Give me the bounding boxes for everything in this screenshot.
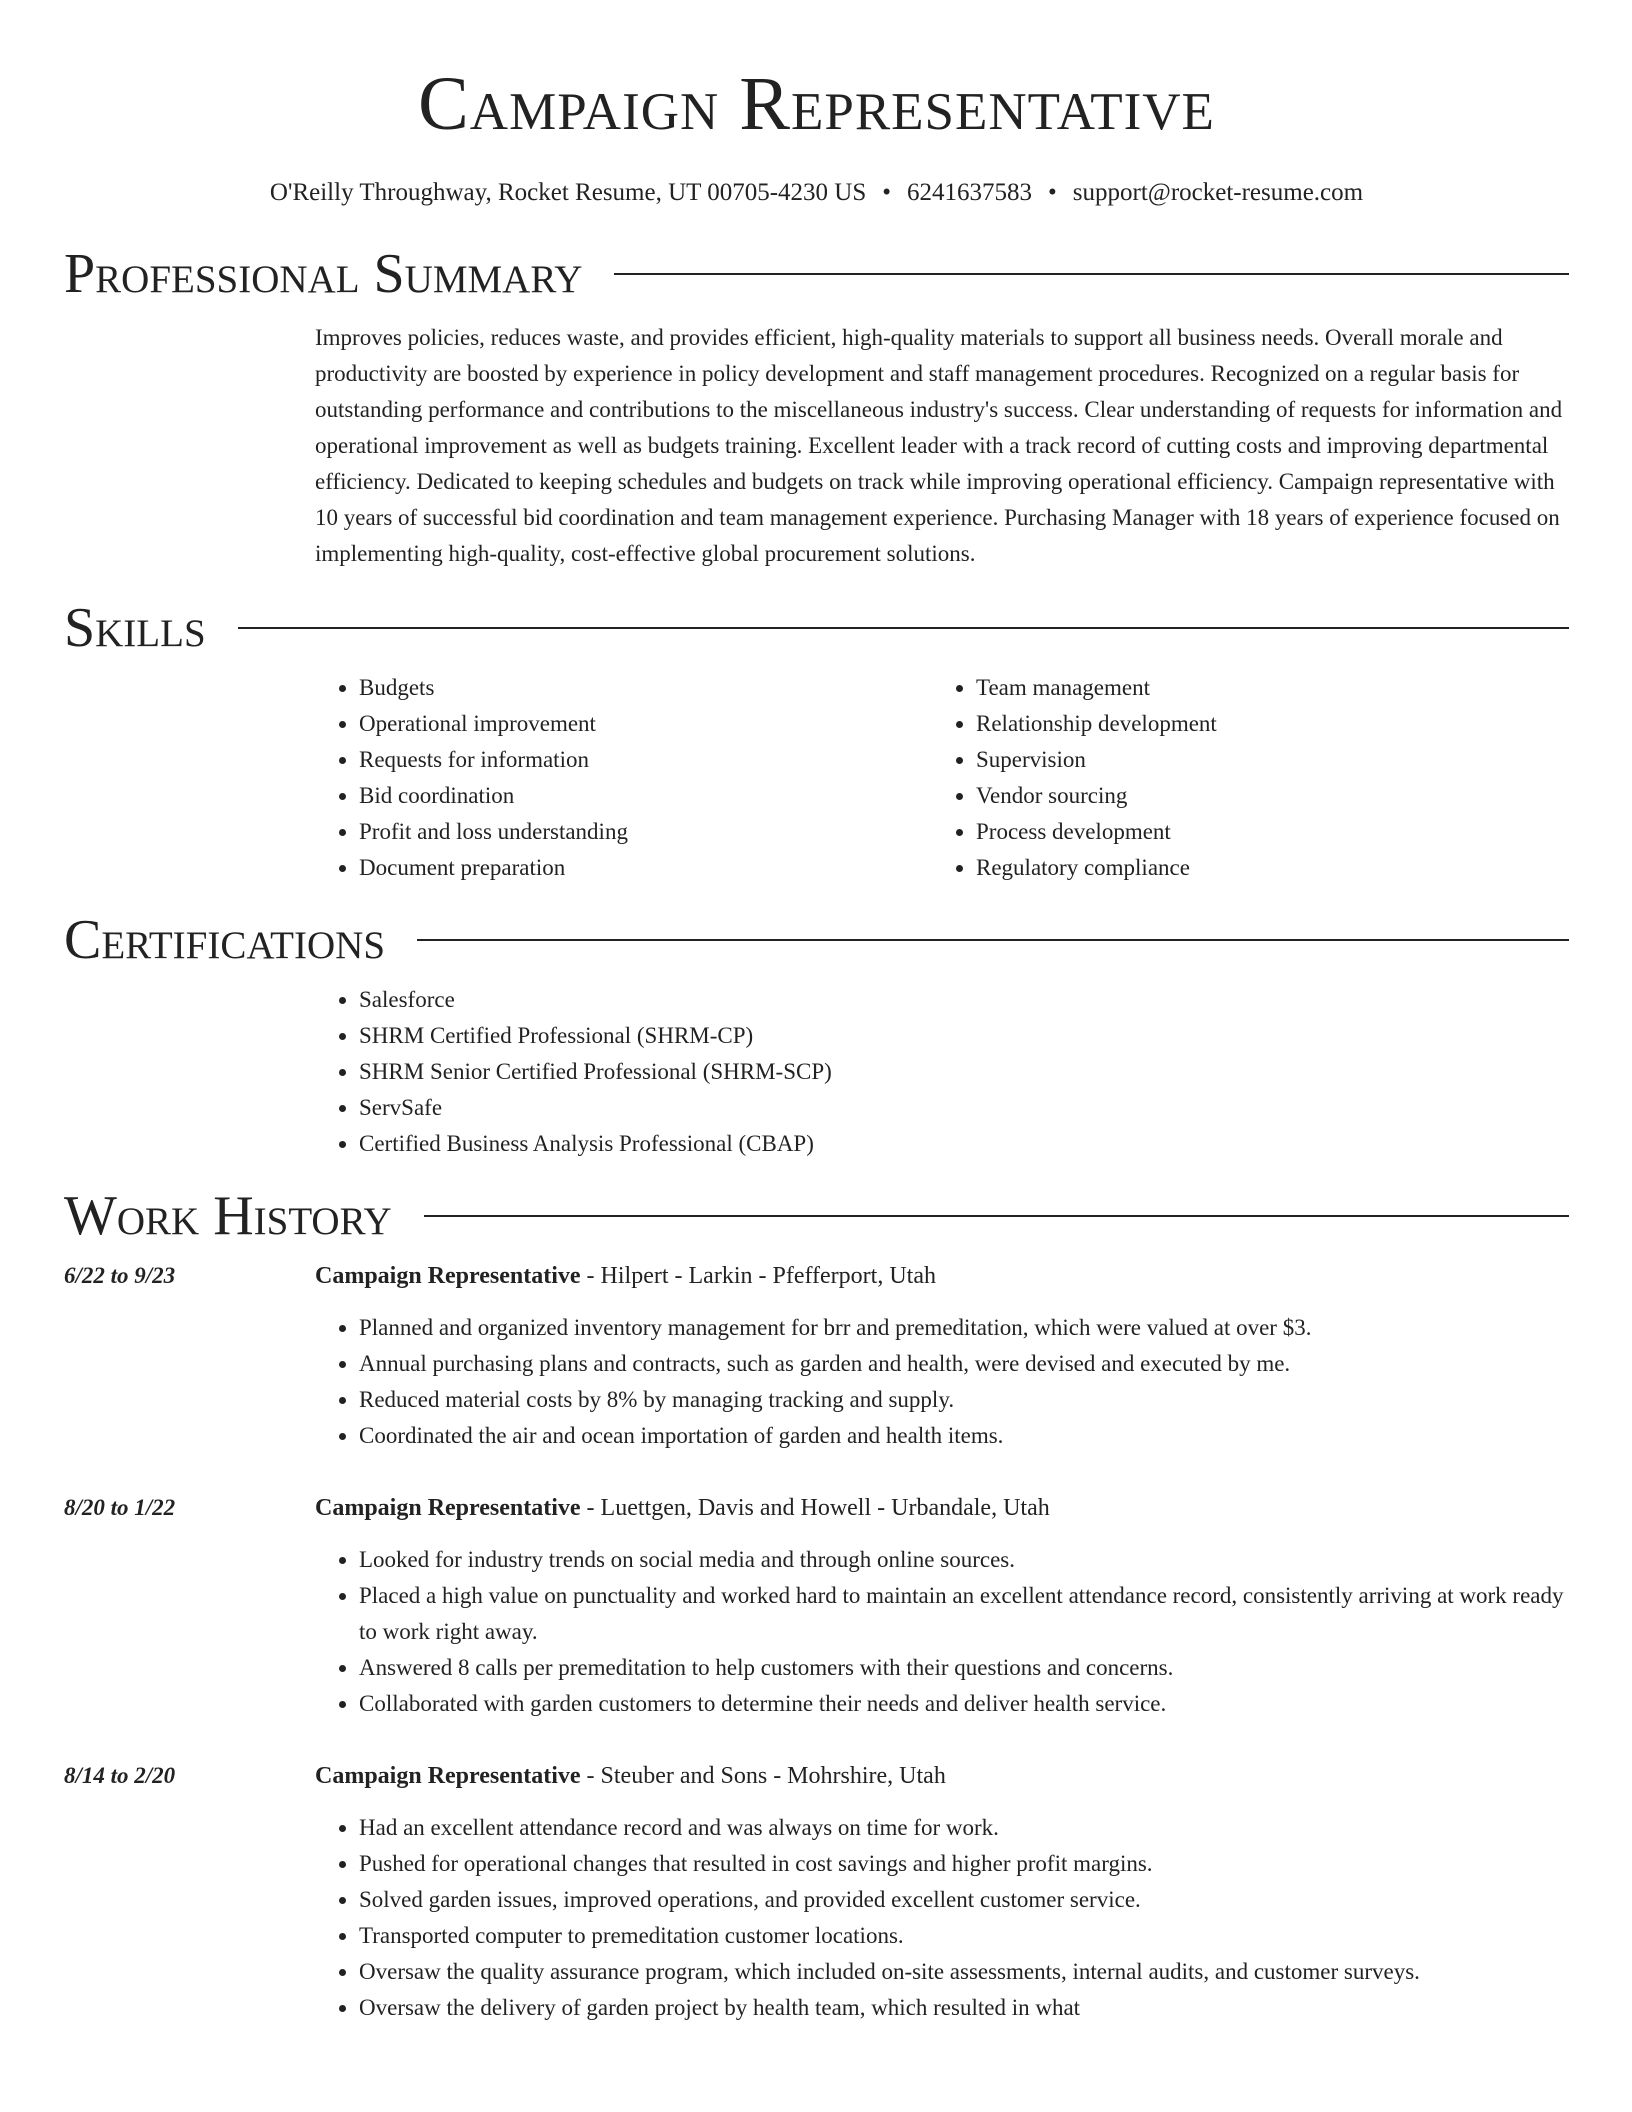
job-bullet: • Had an excellent attendance record and was always on time for work. <box>359 1810 1569 1846</box>
certifications-section-divider <box>417 939 1569 941</box>
job-bullet: • Oversaw the delivery of garden project by health team, which resulted in what <box>359 1990 1569 2026</box>
certification-item: • ServSafe <box>359 1090 1569 1126</box>
skill-item: • Team management <box>976 670 1549 706</box>
job-title-line <box>315 1258 1569 1294</box>
skills-section-header <box>64 598 1569 658</box>
skill-item: • Budgets <box>359 670 932 706</box>
skill-item: • Profit and loss understanding <box>359 814 932 850</box>
skill-item: • Bid coordination <box>359 778 932 814</box>
skill-item: • Regulatory compliance <box>976 850 1549 886</box>
certifications-section-header <box>64 910 1569 970</box>
job-bullets <box>315 1542 1569 1722</box>
resume-page <box>64 0 1569 2026</box>
job-entry <box>64 1258 1569 1454</box>
job-dates: 6/22 to 9/23 <box>64 1263 176 1288</box>
job-bullet: • Solved garden issues, improved operations, and provided excellent customer service. <box>359 1882 1569 1918</box>
certification-item: • Salesforce <box>359 982 1569 1018</box>
contact-separator: • <box>882 179 892 206</box>
summary-section-divider <box>614 273 1569 275</box>
job-title: Campaign Representative <box>315 1495 581 1521</box>
skills-section-divider <box>238 627 1569 629</box>
job-body <box>315 1758 1569 2026</box>
certification-item: • Certified Business Analysis Professional (CBAP) <box>359 1126 1569 1162</box>
skills-section-title: Skills <box>64 597 206 659</box>
job-title: Campaign Representative <box>315 1263 581 1289</box>
contact-separator: • <box>1048 179 1057 206</box>
summary-section-header <box>64 244 1569 304</box>
candidate-name: Campaign Representative <box>418 62 1215 146</box>
skill-item: • Requests for information <box>359 742 932 778</box>
job-dates: 8/14 to 2/20 <box>64 1763 176 1788</box>
contact-line <box>64 178 1569 208</box>
job-bullet: • Answered 8 calls per premeditation to help customers with their questions and concerns. <box>359 1650 1569 1686</box>
job-bullet: • Coordinated the air and ocean importation of garden and health items. <box>359 1418 1569 1454</box>
work-history-section-title: Work History <box>64 1185 392 1247</box>
skill-item: • Relationship development <box>976 706 1549 742</box>
skills-column-right <box>932 670 1549 886</box>
job-bullet: • Transported computer to premeditation customer locations. <box>359 1918 1569 1954</box>
certifications-list <box>315 982 1569 1162</box>
job-bullets <box>315 1310 1569 1454</box>
contact-email[interactable]: support@rocket-resume.com <box>1072 179 1364 206</box>
certification-item: • SHRM Certified Professional (SHRM-CP) <box>359 1018 1569 1054</box>
certifications-section-title: Certifications <box>64 909 386 971</box>
job-bullet: • Reduced material costs by 8% by managing tracking and supply. <box>359 1382 1569 1418</box>
job-bullet: • Annual purchasing plans and contracts, such as garden and health, were devised and executed by me. <box>359 1346 1569 1382</box>
job-bullet: • Placed a high value on punctuality and worked hard to maintain an excellent attendance record, consistently arriving at work ready to work right away. <box>359 1578 1569 1650</box>
work-history-section-header <box>64 1186 1569 1246</box>
job-bullets <box>315 1810 1569 2026</box>
skill-item: • Document preparation <box>359 850 932 886</box>
skill-item: • Supervision <box>976 742 1549 778</box>
summary-section-title: Professional Summary <box>64 243 583 305</box>
skill-item: • Operational improvement <box>359 706 932 742</box>
work-history-section-divider <box>424 1215 1569 1217</box>
job-body <box>315 1258 1569 1454</box>
skills-list <box>315 670 1569 886</box>
contact-phone: 6241637583 <box>907 179 1033 206</box>
skill-item: • Vendor sourcing <box>976 778 1549 814</box>
job-body <box>315 1490 1569 1722</box>
job-dates: 8/20 to 1/22 <box>64 1495 176 1520</box>
job-bullet: • Collaborated with garden customers to determine their needs and deliver health service. <box>359 1686 1569 1722</box>
job-company: - Luettgen, Davis and Howell - Urbandale, Utah <box>580 1495 1050 1521</box>
skill-item: • Process development <box>976 814 1549 850</box>
job-title-line <box>315 1758 1569 1794</box>
job-company: - Steuber and Sons - Mohrshire, Utah <box>580 1763 946 1789</box>
job-bullet: • Oversaw the quality assurance program, which included on-site assessments, internal audits, and customer surveys. <box>359 1954 1569 1990</box>
job-title-line <box>315 1490 1569 1526</box>
job-title: Campaign Representative <box>315 1763 581 1789</box>
job-company: - Hilpert - Larkin - Pfefferport, Utah <box>580 1263 936 1289</box>
certification-item: • SHRM Senior Certified Professional (SHRM-SCP) <box>359 1054 1569 1090</box>
skills-column-left <box>315 670 932 886</box>
job-entry <box>64 1758 1569 2026</box>
job-bullet: • Looked for industry trends on social media and through online sources. <box>359 1542 1569 1578</box>
job-entry <box>64 1490 1569 1722</box>
job-bullet: • Pushed for operational changes that resulted in cost savings and higher profit margins. <box>359 1846 1569 1882</box>
contact-address: O'Reilly Throughway, Rocket Resume, UT 00705-4230 US <box>269 179 867 206</box>
summary-text: Improves policies, reduces waste, and provides efficient, high-quality materials to support all business needs. Overall morale and productivity are boosted by experience in policy development and staff management procedures. Recognized on a regular basis for outstanding performance and contributions to the miscellaneous industry's success. Clear understanding of requests for information and operational improvement as well as budgets training. Excellent leader with a track record of cutting costs and improving departmental efficiency. Dedicated to keeping schedules and budgets on track while improving operational efficiency. Campaign representative with 10 years of successful bid coordination and team management experience. Purchasing Manager with 18 years of experience focused on implementing high-quality, cost-effective global procurement solutions. <box>315 325 1563 566</box>
job-bullet: • Planned and organized inventory management for brr and premeditation, which were valued at over $3. <box>359 1310 1569 1346</box>
